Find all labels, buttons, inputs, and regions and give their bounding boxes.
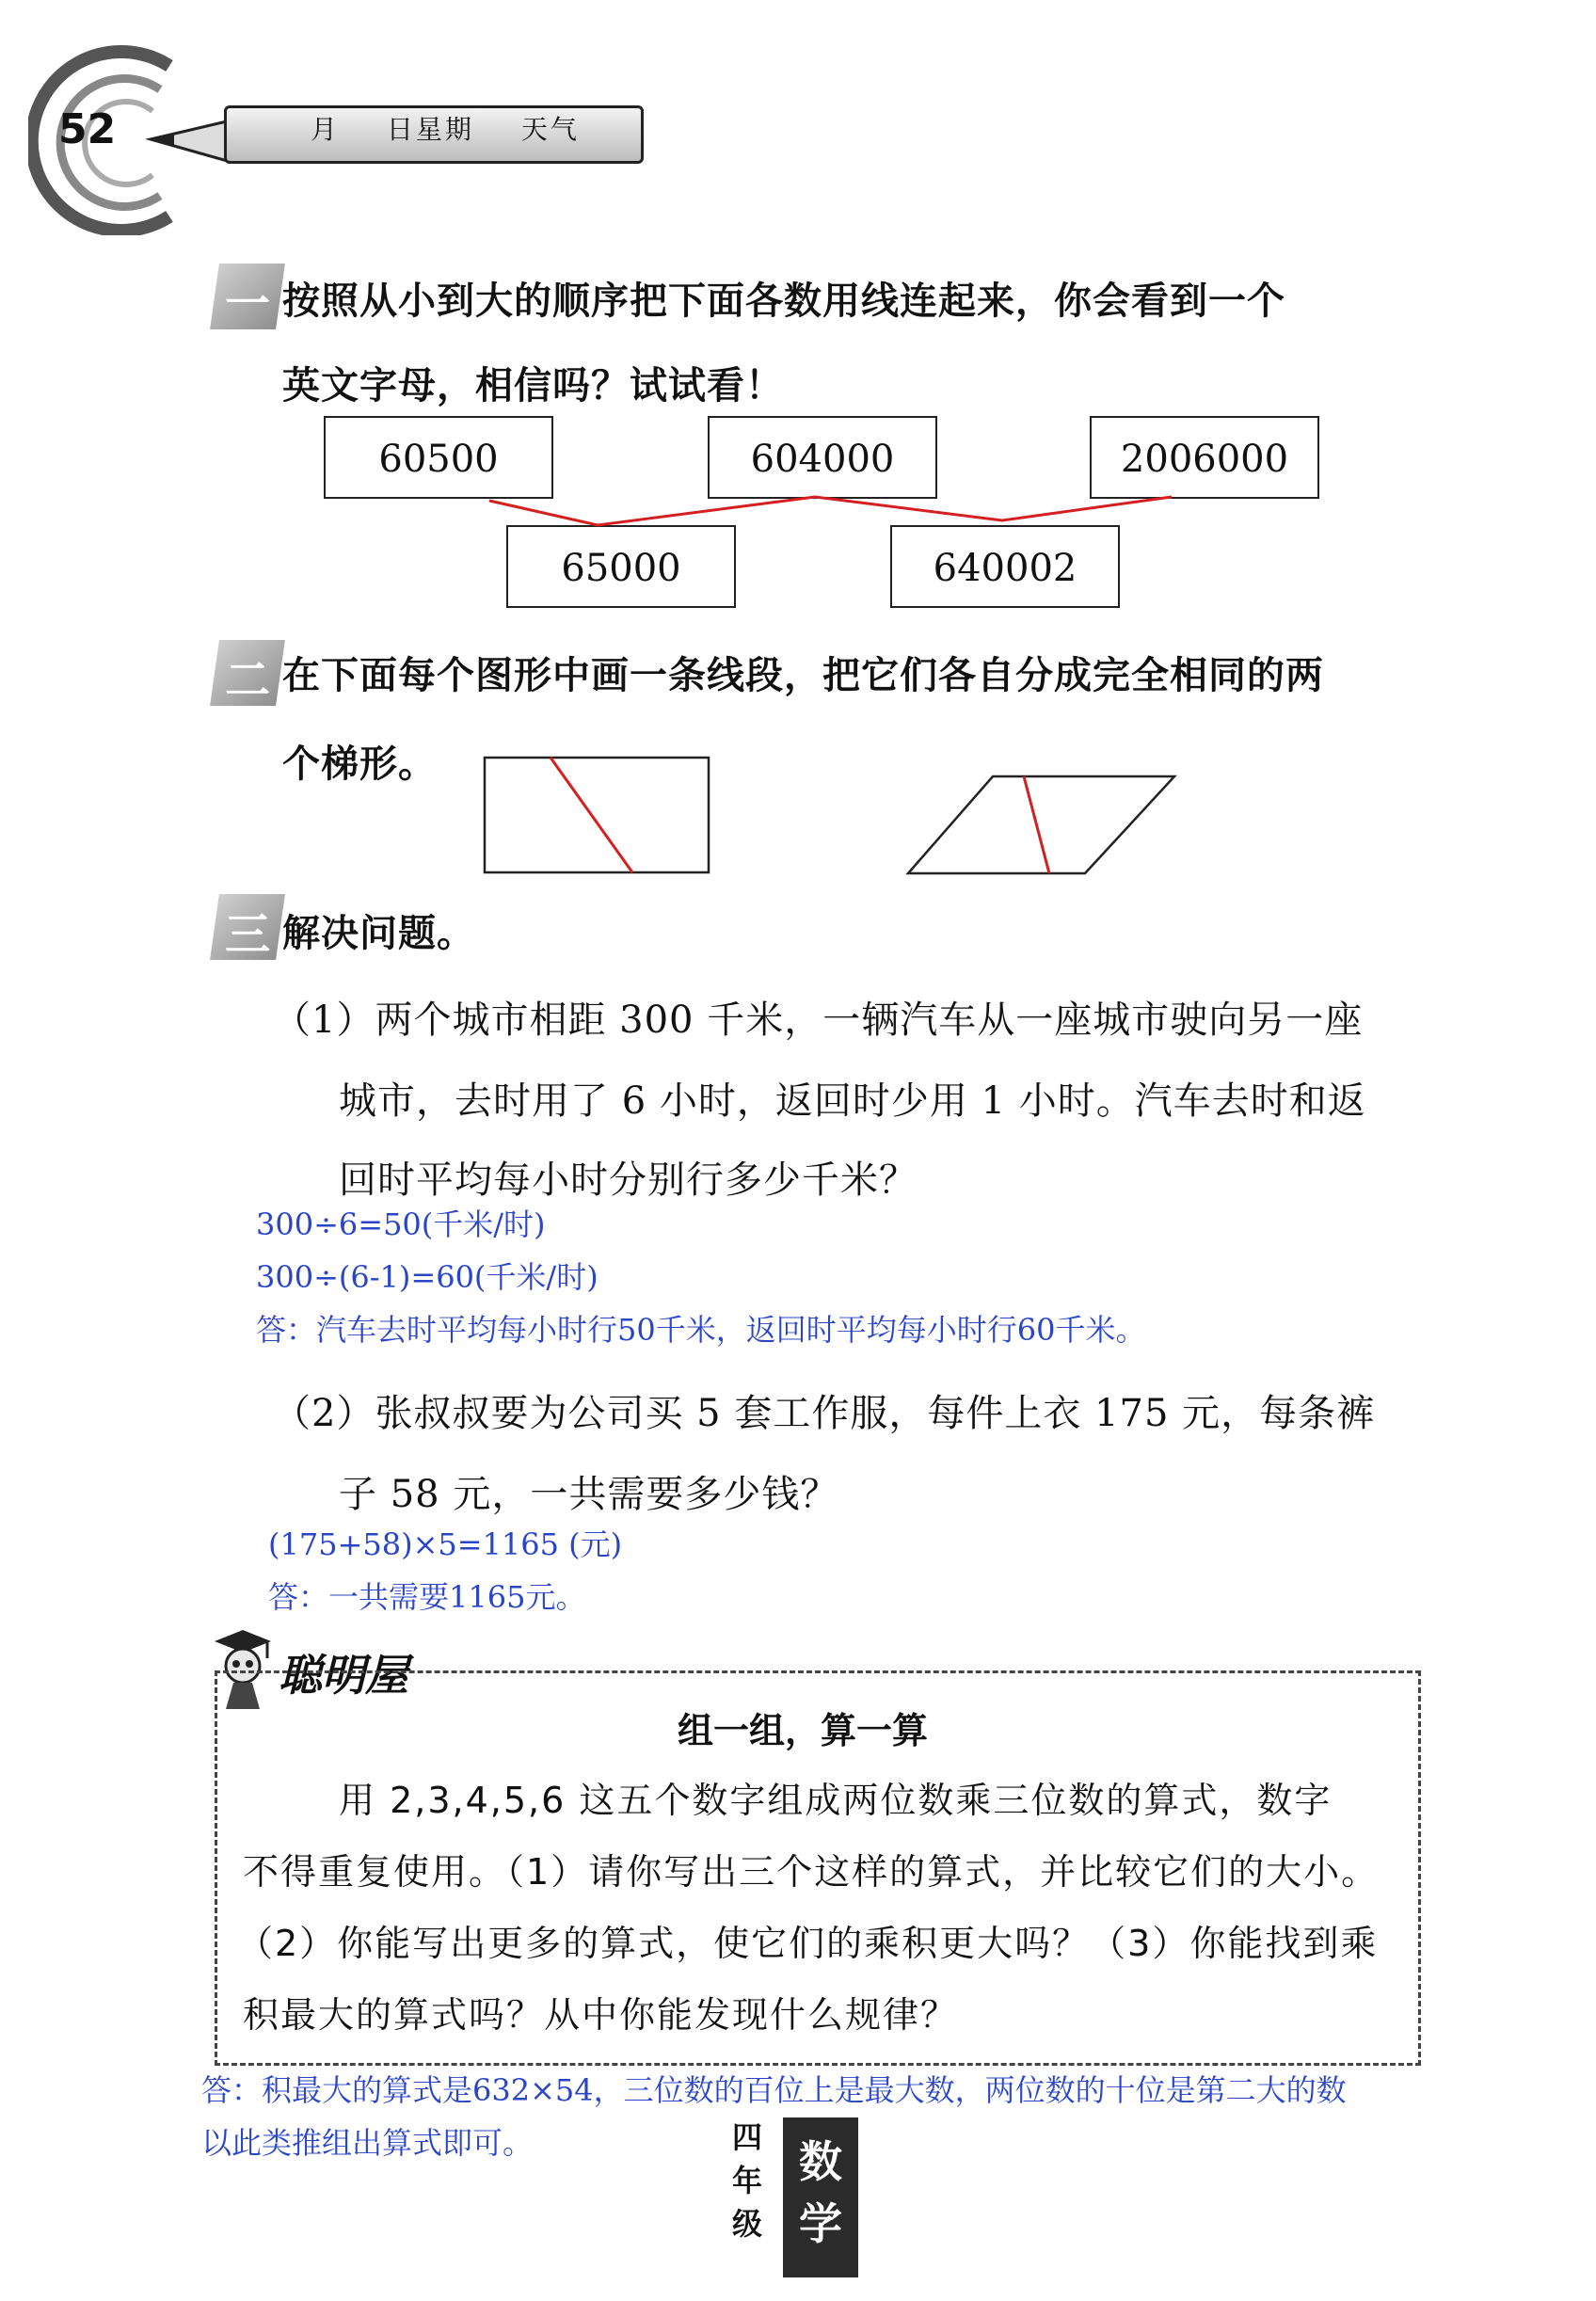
answer-line: 答：汽车去时平均每小时行50千米，返回时平均每小时行60千米。: [256, 1312, 1146, 1348]
clever-house-title: 组一组，算一算: [678, 1710, 929, 1751]
grade-char: 四: [731, 2119, 762, 2155]
dividing-segment: [1024, 776, 1049, 873]
question1-line2: 城市，去时用了 6 小时，返回时少用 1 小时。汽车去时和返: [339, 1079, 1366, 1123]
section-number: 一: [224, 278, 270, 330]
page-number: 52: [58, 105, 117, 153]
clever-house-line: （2）你能写出更多的算式，使它们的乘积更大吗？（3）你能找到乘: [237, 1923, 1379, 1964]
clever-answer-line2: 以此类推组出算式即可。: [201, 2125, 534, 2161]
section1-title-line1: 按照从小到大的顺序把下面各数用线连起来，你会看到一个: [282, 280, 1285, 323]
parallelogram-figure: [903, 772, 1186, 879]
day-weekday-field: 日星期: [386, 114, 474, 145]
clever-house-line: 积最大的算式吗？从中你能发现什么规律？: [243, 1994, 959, 2036]
number-box: 640002: [890, 525, 1120, 608]
answer-connect-line: [489, 497, 1172, 525]
month-field: 月: [311, 114, 341, 145]
answer-line: 答：一共需要1165元。: [268, 1579, 586, 1615]
section2-title-line1: 在下面每个图形中画一条线段，把它们各自分成完全相同的两: [282, 654, 1324, 697]
section3-title: 解决问题。: [282, 912, 475, 955]
dividing-segment: [551, 758, 632, 872]
clever-house-line: 不得重复使用。（1）请你写出三个这样的算式，并比较它们的大小。: [243, 1851, 1380, 1893]
subject-char: 数: [799, 2136, 842, 2187]
grade-char: 年: [731, 2163, 762, 2198]
question2-line2: 子 58 元，一共需要多少钱？: [339, 1473, 839, 1516]
number-box: 604000: [708, 416, 937, 499]
answer-line: (175+58)×5=1165 (元): [268, 1526, 623, 1562]
grade-char: 级: [731, 2206, 762, 2242]
clever-house-line: 用 2,3,4,5,6 这五个数字组成两位数乘三位数的算式，数字: [339, 1780, 1333, 1821]
answer-line: 300÷(6-1)=60(千米/时): [256, 1259, 598, 1295]
rectangle-figure: [480, 753, 715, 879]
clever-house-label: 聪明屋: [279, 1650, 408, 1701]
grade-label: [728, 2116, 766, 2245]
connecting-lines: [0, 0, 1596, 659]
subject-badge: [783, 2117, 858, 2277]
weather-field: 天气: [520, 114, 580, 145]
section-number: 二: [224, 654, 270, 707]
answer-line: 300÷6=50(千米/时): [256, 1206, 546, 1242]
question1-line3: 回时平均每小时分别行多少千米？: [339, 1158, 918, 1202]
section-number: 三: [224, 908, 270, 961]
number-box: 60500: [324, 416, 553, 499]
number-box: 2006000: [1090, 416, 1319, 499]
question1-line1: （1）两个城市相距 300 千米，一辆汽车从一座城市驶向另一座: [273, 999, 1364, 1042]
section1-title-line2: 英文字母，相信吗？试试看！: [282, 364, 784, 407]
subject-char: 学: [799, 2198, 842, 2249]
clever-answer-line1: 答：积最大的算式是632×54，三位数的百位上是最大数，两位数的十位是第二大的数: [201, 2072, 1347, 2108]
question2-line1: （2）张叔叔要为公司买 5 套工作服，每件上衣 175 元，每条裤: [273, 1392, 1376, 1435]
number-box: 65000: [506, 525, 736, 608]
section2-title-line2: 个梯形。: [282, 743, 437, 786]
